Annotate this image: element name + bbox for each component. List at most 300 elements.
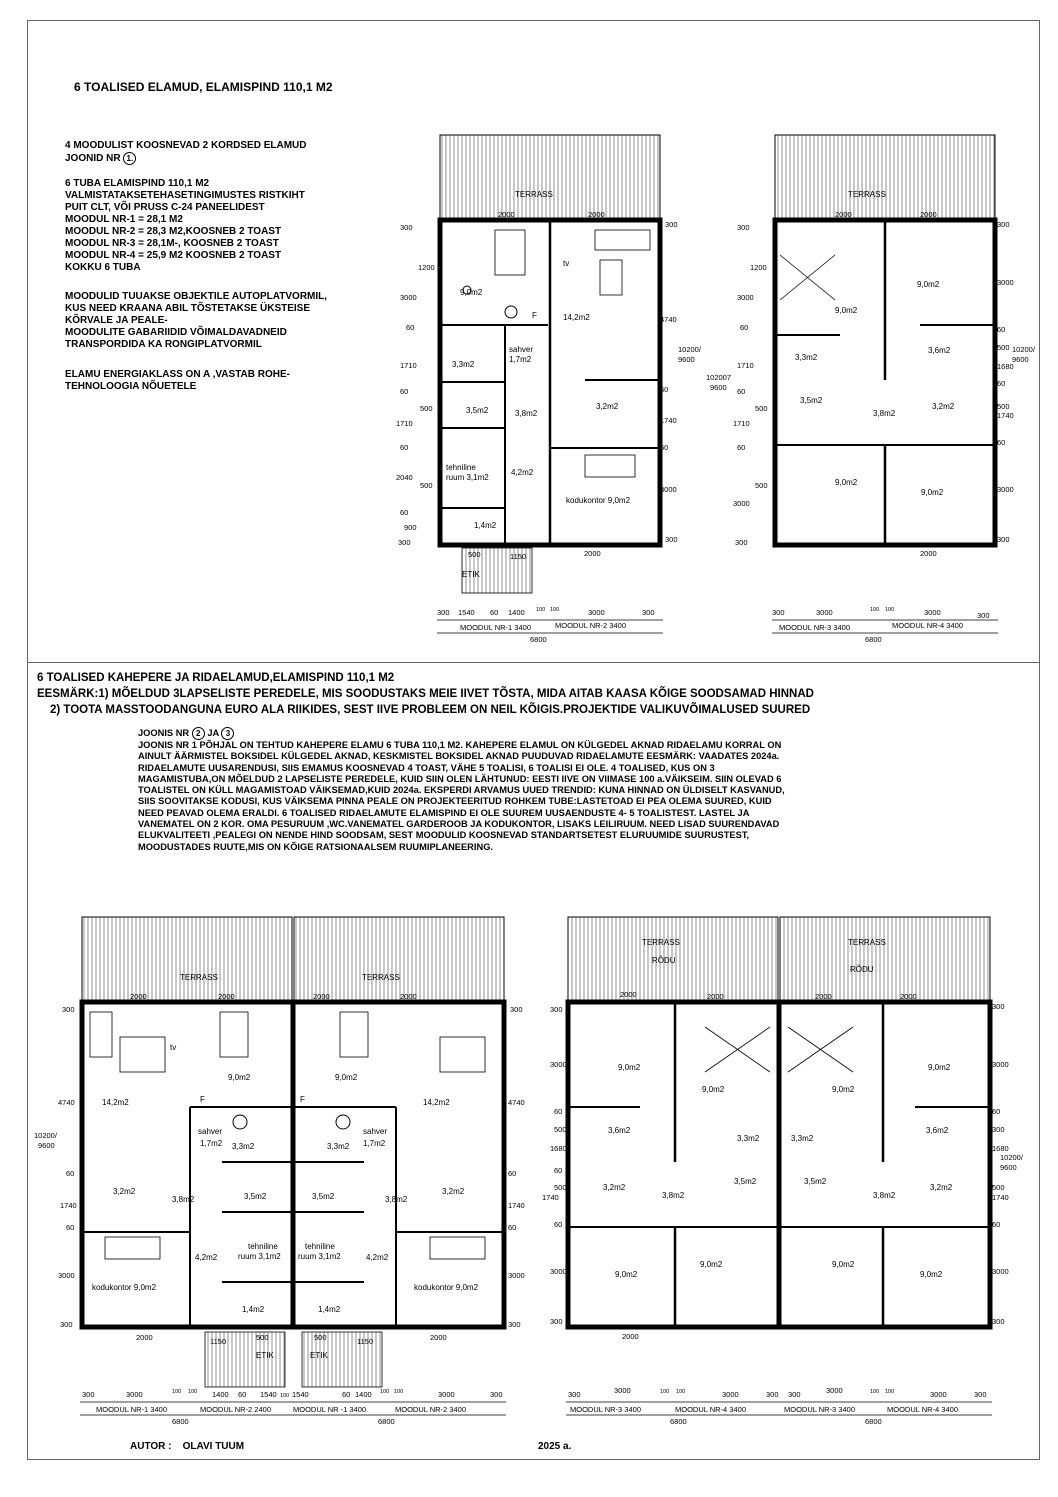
dim-label: 500 — [314, 1333, 327, 1342]
info-line: 6 TUBA ELAMISPIND 110,1 M2 — [65, 178, 210, 189]
transport-line: MOODULITE GABARIIDID VÕIMALDAVADNEID — [65, 327, 287, 338]
dim-label: 3000 — [508, 1271, 525, 1280]
tech-room-label: tehniline — [446, 463, 476, 472]
room-area: 9,0m2 — [702, 1085, 725, 1094]
dim-label: 300 — [550, 1005, 563, 1014]
dim-label: 300 — [737, 223, 750, 232]
room-area: 14,2m2 — [423, 1098, 450, 1107]
dim-label: 2000 — [620, 990, 637, 999]
info-line: VALMISTATAKSETEHASETINGIMUSTES RISTKIHT — [65, 190, 305, 201]
dim-label: 900 — [404, 523, 417, 532]
terrace-label: TERRASS — [180, 973, 218, 982]
sheet-divider — [27, 662, 1040, 663]
dim-label: 60 — [508, 1169, 517, 1178]
dim-label: 3000 — [58, 1271, 75, 1280]
room-area: 3,3m2 — [452, 360, 475, 369]
dim-label: 60 — [400, 508, 409, 517]
dim-label: 2000 — [815, 992, 832, 1001]
porch-label: ETIK — [310, 1351, 328, 1360]
room-area: 3,8m2 — [515, 409, 538, 418]
joonis-line — [138, 727, 234, 740]
module-label: MOODUL NR -1 3400 — [293, 1405, 367, 1414]
pantry-label: sahver — [363, 1127, 388, 1136]
energy-line: TEHNOLOOGIA NÕUETELE — [65, 381, 197, 392]
terrace-label: TERRASS — [848, 190, 886, 199]
dim-label: 1710 — [396, 419, 413, 428]
sofa — [440, 1037, 485, 1072]
dim-label: 3000 — [992, 1060, 1009, 1069]
dim-label: 6800 — [378, 1417, 395, 1426]
room-area: 3,3m2 — [327, 1142, 350, 1151]
year-label: 2025 a. — [538, 1441, 572, 1452]
dim-label: 300 — [62, 1005, 75, 1014]
dim-label: 300 — [510, 1005, 523, 1014]
energy-line: ELAMU ENERGIAKLASS ON A ,VASTAB ROHE- — [65, 369, 291, 380]
dim-label: 1540 — [458, 608, 475, 617]
author-name: OLAVI TUUM — [182, 1441, 245, 1452]
dim-label: 500 — [992, 1183, 1005, 1192]
dim-label: 4740 — [660, 315, 677, 324]
dim-label: 3000 — [924, 608, 941, 617]
dim-label: 3000 — [997, 485, 1014, 494]
room-area: 3,5m2 — [734, 1177, 757, 1186]
room-area: 9,0m2 — [835, 478, 858, 487]
goal-line-1: EESMÄRK:1) MÕELDUD 3LAPSELISTE PEREDELE, MIS SOODUSTAKS MEIE IIVET TÕSTA, MIDA AITAB KAASA KÕIGE SOODSAMAD HINNAD — [37, 688, 814, 700]
dim-label: 2000 — [920, 549, 937, 558]
dim-label: 3000 — [992, 1267, 1009, 1276]
dim-label: 3000 — [733, 499, 750, 508]
info-line: MOODUL NR-3 = 28,1M-, KOOSNEB 2 TOAST — [65, 238, 279, 249]
dining-table — [340, 1012, 368, 1057]
dim-label: 100 — [394, 1389, 404, 1395]
room-area: 14,2m2 — [102, 1098, 129, 1107]
dim-label: 100 — [550, 607, 560, 613]
dim-label: 1710 — [737, 361, 754, 370]
dim-label: 60 — [997, 325, 1006, 334]
room-area: 3,5m2 — [800, 396, 823, 405]
dim-label: 1200 — [750, 263, 767, 272]
module-label: MOODUL NR-2 3400 — [395, 1405, 466, 1414]
dim-label: 2000 — [130, 992, 147, 1001]
fridge-label: F — [200, 1095, 205, 1104]
balcony-label: RÕDU — [850, 965, 874, 974]
dim-label: 60 — [554, 1166, 563, 1175]
dim-label: 60 — [66, 1223, 75, 1232]
dim-label: 2000 — [430, 1333, 447, 1342]
room-area: 4,2m2 — [511, 468, 534, 477]
dim-label: 1150 — [357, 1337, 374, 1346]
tech-room-label: tehniline — [248, 1242, 278, 1251]
dim-label: 100 — [870, 607, 880, 613]
terrace-label: TERRASS — [642, 938, 680, 947]
dim-label: 6800 — [865, 1417, 882, 1426]
room-area: 3,8m2 — [662, 1191, 685, 1200]
sink — [233, 1115, 247, 1129]
dim-label: 1680 — [550, 1144, 567, 1153]
dim-label: 500 — [256, 1333, 269, 1342]
dim-label: 300 — [82, 1390, 95, 1399]
dim-label: 3000 — [550, 1267, 567, 1276]
room-area: 3,3m2 — [791, 1134, 814, 1143]
dim-label: 60 — [66, 1169, 75, 1178]
room-area: 1,4m2 — [242, 1305, 265, 1314]
terrace-hatch — [294, 917, 504, 1000]
joonis-prefix: JOONIS NR — [138, 728, 190, 738]
dim-label: 60 — [554, 1220, 563, 1229]
duplex-ground-floor — [34, 917, 525, 1426]
dim-label: 300 — [508, 1320, 521, 1329]
desk — [105, 1237, 160, 1259]
terrace-label: TERRASS — [362, 973, 400, 982]
dim-label: 300 — [568, 1390, 581, 1399]
dim-label: 10200/ — [34, 1131, 57, 1140]
coffee-table — [600, 260, 622, 295]
room-area: 3,2m2 — [932, 402, 955, 411]
ground-floor-plan — [396, 135, 702, 644]
dim-label: 60 — [490, 608, 499, 617]
dim-label: 9600 — [38, 1141, 55, 1150]
dim-label: 1540 — [292, 1390, 309, 1399]
dim-label: 500 — [468, 550, 481, 559]
dim-label: 60 — [508, 1223, 517, 1232]
dim-label: 300 — [665, 535, 678, 544]
dim-label: 60 — [400, 443, 409, 452]
dim-label: 3000 — [816, 608, 833, 617]
dim-label: 1740 — [660, 416, 677, 425]
room-area: 3,2m2 — [603, 1183, 626, 1192]
dim-label: 1680 — [992, 1144, 1009, 1153]
dim-label: 3000 — [438, 1390, 455, 1399]
dim-label: 1740 — [542, 1193, 559, 1202]
dim-label: 6800 — [670, 1417, 687, 1426]
room-area: 3,3m2 — [795, 353, 818, 362]
pantry-label: sahver — [509, 345, 534, 354]
dim-label: 1540 — [260, 1390, 277, 1399]
sofa — [120, 1037, 165, 1072]
goal-line-2: 2) TOOTA MASSTOODANGUNA EURO ALA RIIKIDES, SEST IIVE PROBLEEM ON NEIL KÕIGIS.PROJEKTIDE VALIKUVÕIMALUSED SUURED — [50, 704, 811, 716]
dim-label: 500 — [755, 404, 768, 413]
dim-label: 60 — [400, 387, 409, 396]
author-label: AUTOR : — [130, 1441, 172, 1452]
dim-label: 100 — [172, 1389, 182, 1395]
transport-line: KUS NEED KRAANA ABIL TÕSTETAKSE ÜKSTEISE — [65, 303, 311, 314]
room-area: 3,2m2 — [113, 1187, 136, 1196]
dim-label: 300 — [772, 608, 785, 617]
desk — [585, 455, 635, 477]
author-line — [130, 1441, 244, 1452]
dim-label: 2000 — [622, 1332, 639, 1341]
joonis-circle: 1. — [123, 152, 136, 165]
dim-label: 6800 — [865, 635, 882, 644]
dim-label: 300 — [550, 1317, 563, 1326]
dining-table — [220, 1012, 248, 1057]
dim-label: 1680 — [997, 362, 1014, 371]
dim-label: 60 — [737, 387, 746, 396]
room-area: 9,0m2 — [917, 280, 940, 289]
dim-label: 100 — [885, 1389, 895, 1395]
dim-label: 4740 — [508, 1098, 525, 1107]
dim-label: 60 — [238, 1390, 247, 1399]
dim-label: 3000 — [126, 1390, 143, 1399]
balcony-label: RÕDU — [652, 956, 676, 965]
dim-label: 1740 — [992, 1193, 1009, 1202]
duplex-upper-floor — [542, 917, 1024, 1426]
dim-label: 100 — [536, 607, 546, 613]
dim-label: 60 — [992, 1107, 1001, 1116]
module-label: MOODUL NR-2 3400 — [555, 621, 626, 630]
dim-label: 2000 — [835, 210, 852, 219]
room-area: 1,4m2 — [318, 1305, 341, 1314]
pantry-label: sahver — [198, 1127, 223, 1136]
dim-label: 3000 — [997, 278, 1014, 287]
dim-label: 60 — [997, 379, 1006, 388]
dim-label: 100 — [660, 1389, 670, 1395]
dim-label: 300 — [437, 608, 450, 617]
room-area: 3,2m2 — [596, 402, 619, 411]
room-area: 9,0m2 — [832, 1085, 855, 1094]
dim-label: 300 — [992, 1125, 1005, 1134]
room-area: 9,0m2 — [700, 1260, 723, 1269]
terrace-hatch — [82, 917, 292, 1000]
porch-label: ETIK — [256, 1351, 274, 1360]
room-area: 3,5m2 — [312, 1192, 335, 1201]
dim-label: 60 — [660, 385, 669, 394]
room-area: 3,5m2 — [804, 1177, 827, 1186]
room-area: 3,8m2 — [873, 409, 896, 418]
joonis-mid: JA — [207, 728, 219, 738]
description-paragraph: JOONIS NR 1 PÕHJAL ON TEHTUD KAHEPERE ELAMU 6 TUBA 110,1 M2. KAHEPERE ELAMUL ON KÜLGEDEL AKNAD RIDAELAMU KORRAL ON AINULT ÄÄRMISTEL BOKSIDEL KÜLGEDEL AKNAD, KESKMISTEL BOKSIDEL AKNAD PUUDUVAD RIDAELAMUTE EESMÄRK: VAADATES 2024a. RIDAELAMUTE UUSARENDUSI, SIIS EMAMUS KOOSNEVAD 4 TOAST, VÄHE 5 TOALISI, 6 TOALISI EI OLE. 4 TOALISED, KUS ON 3 MAGAMISTUBA,ON MÕELDUD 2 LAPSELISTE PEREDELE, KUID SIIN OLEN LÄHTUNUD: EESTI IIVE ON VIIMASE 100 a.VÄIKSEIM. SIIN OLEVAD 6 TOALISTEL ON KÜLL MAGAMISTOAD VÄIKSEMAD,KUID 2024a. EKSPERDI ARVAMUS UUED TRENDID: KUNA HINNAD ON ÜLDISELT KASVANUD, SIIS SOOVITAKSE KODUSI, KUS VÄIKSEMA PINNA PEALE ON PROJEKTEERITUD ROHKEM TUBE:LASTETOAD EI PEA OLEMA SUURED, KUID NEED PEAVAD OLEMA ERALDI. 6 TOALISED RIDAELAMUTE ELAMISPIND EI OLE SUUREM UUSAENDUSTE 4- 5 TOALISTEST. LASTEL JA VANEMATEL ON 2 KOR. OMA PESURUUM ,WC.VANEMATEL GARDEROOB JA KODUKONTOR, LISAKS LEILIRUUM. NEED LISAD SUURENDAVAD ELUKVALITEETI ,PEALEGI ON NENDE HIND SOODSAM, SEST MOODULID KOOSNEVAD STANDARTSETEST ELURUUMIDE SUURUSTEST, MOODUSTADES RUUTE,MIS ON KÕIGE RATSIONAALSEM RUUMIPLANEERING. — [138, 740, 785, 852]
dim-label: 2000 — [900, 992, 917, 1001]
room-area: 9,0m2 — [835, 306, 858, 315]
dim-label: 300 — [992, 1317, 1005, 1326]
dim-label: 300 — [398, 538, 411, 547]
dim-label: 500 — [755, 481, 768, 490]
module-label: MOODUL NR-1 3400 — [460, 623, 531, 632]
dim-label: 1740 — [508, 1201, 525, 1210]
module-label: MOODUL NR-2 2400 — [200, 1405, 271, 1414]
dim-label: 100 — [676, 1389, 686, 1395]
dim-label: 300 — [400, 223, 413, 232]
dim-label: 10200/ — [678, 345, 701, 354]
dim-label: 9600 — [1000, 1163, 1017, 1172]
dim-label: 3000 — [722, 1390, 739, 1399]
module-label: MOODUL NR-3 3400 — [779, 623, 850, 632]
dining-table — [495, 230, 525, 275]
info-line: 4 MOODULIST KOOSNEVAD 2 KORDSED ELAMUD — [65, 140, 307, 151]
dim-label: 1150 — [510, 552, 527, 561]
module-label: MOODUL NR-4 3400 — [892, 621, 963, 630]
dim-label: 2000 — [920, 210, 937, 219]
dim-label: 60 — [737, 443, 746, 452]
office-label: kodukontor 9,0m2 — [414, 1283, 479, 1292]
page-title: 6 TOALISED ELAMUD, ELAMISPIND 110,1 M2 — [74, 80, 333, 94]
transport-line: KÕRVALE JA PEALE- — [65, 315, 168, 326]
room-area: 3,2m2 — [442, 1187, 465, 1196]
joonis-circle: 2 — [192, 727, 205, 740]
dim-label: 300 — [977, 611, 990, 620]
room-area: 14,2m2 — [563, 313, 590, 322]
dim-label: 1200 — [418, 263, 435, 272]
dim-label: 60 — [554, 1107, 563, 1116]
dim-label: 100 — [188, 1389, 198, 1395]
info-line: MOODUL NR-2 = 28,3 M2,KOOSNEB 2 TOAST — [65, 226, 282, 237]
transport-line: TRANSPORDIDA KA RONGIPLATVORMIL — [65, 339, 262, 350]
dim-label: 1710 — [733, 419, 750, 428]
room-area: 3,3m2 — [232, 1142, 255, 1151]
tv-label: tv — [563, 259, 570, 268]
room-area: 3,5m2 — [244, 1192, 267, 1201]
dim-label: 300 — [997, 220, 1010, 229]
module-label: MOODUL NR-4 3400 — [887, 1405, 958, 1414]
tech-room-area: ruum 3,1m2 — [238, 1252, 281, 1261]
dim-label: 500 — [420, 481, 433, 490]
module-label: MOODUL NR-1 3400 — [96, 1405, 167, 1414]
room-area: 9,0m2 — [460, 288, 483, 297]
dim-label: 3000 — [400, 293, 417, 302]
dim-label: 3000 — [550, 1060, 567, 1069]
fridge-label: F — [300, 1095, 305, 1104]
sink — [336, 1115, 350, 1129]
dim-label: 9600 — [678, 355, 695, 364]
dim-label: 300 — [60, 1320, 73, 1329]
info-line — [65, 152, 136, 165]
dim-label: 500 — [554, 1183, 567, 1192]
dim-label: 100 — [280, 1393, 290, 1399]
joonis-circle: 3 — [221, 727, 234, 740]
dim-label: 3000 — [826, 1386, 843, 1395]
room-area: 3,6m2 — [608, 1126, 631, 1135]
fridge-label: F — [532, 311, 537, 320]
dim-label: 300 — [974, 1390, 987, 1399]
dim-label: 9600 — [710, 383, 727, 392]
dim-label: 300 — [735, 538, 748, 547]
floor-plans-bottom — [30, 912, 1040, 1442]
dim-label: 2000 — [218, 992, 235, 1001]
dim-label: 100 — [870, 1389, 880, 1395]
dim-label: 3000 — [588, 608, 605, 617]
room-area: 3,2m2 — [930, 1183, 953, 1192]
dim-label: 9600 — [1012, 355, 1029, 364]
room-area: 3,8m2 — [172, 1195, 195, 1204]
room-area: 3,6m2 — [928, 346, 951, 355]
dim-label: 2000 — [498, 210, 515, 219]
office-label: kodukontor 9,0m2 — [566, 496, 631, 505]
room-area: 3,8m2 — [385, 1195, 408, 1204]
dim-label: 1710 — [400, 361, 417, 370]
dim-label: 2000 — [136, 1333, 153, 1342]
dim-label: 1400 — [355, 1390, 372, 1399]
room-area: 1,4m2 — [474, 521, 497, 530]
dim-label: 500 — [554, 1125, 567, 1134]
terrace-hatch — [775, 135, 995, 218]
dim-label: 2000 — [313, 992, 330, 1001]
dim-label: 500 — [997, 343, 1010, 352]
dim-label: 6800 — [172, 1417, 189, 1426]
office-label: kodukontor 9,0m2 — [92, 1283, 157, 1292]
room-area: 9,0m2 — [928, 1063, 951, 1072]
dim-label: 60 — [992, 1220, 1001, 1229]
dim-label: 4740 — [58, 1098, 75, 1107]
dim-label: 2000 — [588, 210, 605, 219]
module-label: MOODUL NR-3 3400 — [570, 1405, 641, 1414]
info-line: MOODUL NR-4 = 25,9 M2 KOOSNEB 2 TOAST — [65, 250, 282, 261]
terrace-label: TERRASS — [515, 190, 553, 199]
dim-label: 3000 — [614, 1386, 631, 1395]
desk — [430, 1237, 485, 1259]
transport-line: MOODULID TUUAKSE OBJEKTILE AUTOPLATVORMIL, — [65, 291, 328, 302]
dim-label: 300 — [788, 1390, 801, 1399]
room-area: 4,2m2 — [195, 1253, 218, 1262]
room-area: 9,0m2 — [228, 1073, 251, 1082]
sofa — [90, 1012, 112, 1057]
info-line-text: JOONID NR — [65, 153, 121, 164]
dim-label: 300 — [665, 220, 678, 229]
tech-room-area: ruum 3,1m2 — [298, 1252, 341, 1261]
dim-label: 60 — [997, 438, 1006, 447]
sink — [505, 306, 517, 318]
module-label: MOODUL NR-4 3400 — [675, 1405, 746, 1414]
dim-label: 2000 — [400, 992, 417, 1001]
info-line: KOKKU 6 TUBA — [65, 262, 141, 273]
dim-label: 300 — [642, 608, 655, 617]
dim-label: 300 — [766, 1390, 779, 1399]
room-area: 9,0m2 — [335, 1073, 358, 1082]
sofa — [595, 230, 650, 250]
dim-label: 60 — [660, 443, 669, 452]
dim-label: 60 — [740, 323, 749, 332]
dim-label: 3000 — [930, 1390, 947, 1399]
room-area: 3,3m2 — [737, 1134, 760, 1143]
info-line: MOODUL NR-1 = 28,1 M2 — [65, 214, 183, 225]
dim-label: 2000 — [584, 549, 601, 558]
info-line: PUIT CLT, VÕI PRUSS C-24 PANEELIDEST — [65, 202, 265, 213]
dim-label: 10200/ — [1000, 1153, 1023, 1162]
room-area: 1,7m2 — [363, 1139, 386, 1148]
dim-label: 10200/ — [1012, 345, 1035, 354]
dim-label: 2040 — [396, 473, 413, 482]
dim-label: 100 — [380, 1389, 390, 1395]
module-label: MOODUL NR-3 3400 — [784, 1405, 855, 1414]
room-area: 4,2m2 — [366, 1253, 389, 1262]
dim-label: 100 — [885, 607, 895, 613]
dim-label: 60 — [406, 323, 415, 332]
dim-label: 6800 — [530, 635, 547, 644]
porch-label: ETIK — [462, 570, 480, 579]
terrace-hatch — [780, 917, 990, 1000]
dim-label: 500 — [997, 402, 1010, 411]
room-area: 1,7m2 — [200, 1139, 223, 1148]
room-area: 9,0m2 — [920, 1270, 943, 1279]
room-area: 9,0m2 — [832, 1260, 855, 1269]
dim-label: 300 — [490, 1390, 503, 1399]
terrace-label: TERRASS — [848, 938, 886, 947]
room-area: 1,7m2 — [509, 355, 532, 364]
tech-room-label: tehniline — [305, 1242, 335, 1251]
tech-room-area: ruum 3,1m2 — [446, 473, 489, 482]
section-title: 6 TOALISED KAHEPERE JA RIDAELAMUD,ELAMISPIND 110,1 M2 — [37, 672, 395, 684]
dim-label: 60 — [342, 1390, 351, 1399]
terrace-hatch — [440, 135, 660, 218]
room-area: 3,5m2 — [466, 406, 489, 415]
dim-label: 300 — [997, 535, 1010, 544]
dim-label: 3000 — [737, 293, 754, 302]
room-area: 3,6m2 — [926, 1126, 949, 1135]
dim-label: 300 — [992, 1002, 1005, 1011]
dim-label: 500 — [420, 404, 433, 413]
dim-label: 102007 — [706, 373, 732, 382]
dim-label: 2000 — [707, 992, 724, 1001]
dim-label: 1740 — [997, 411, 1014, 420]
